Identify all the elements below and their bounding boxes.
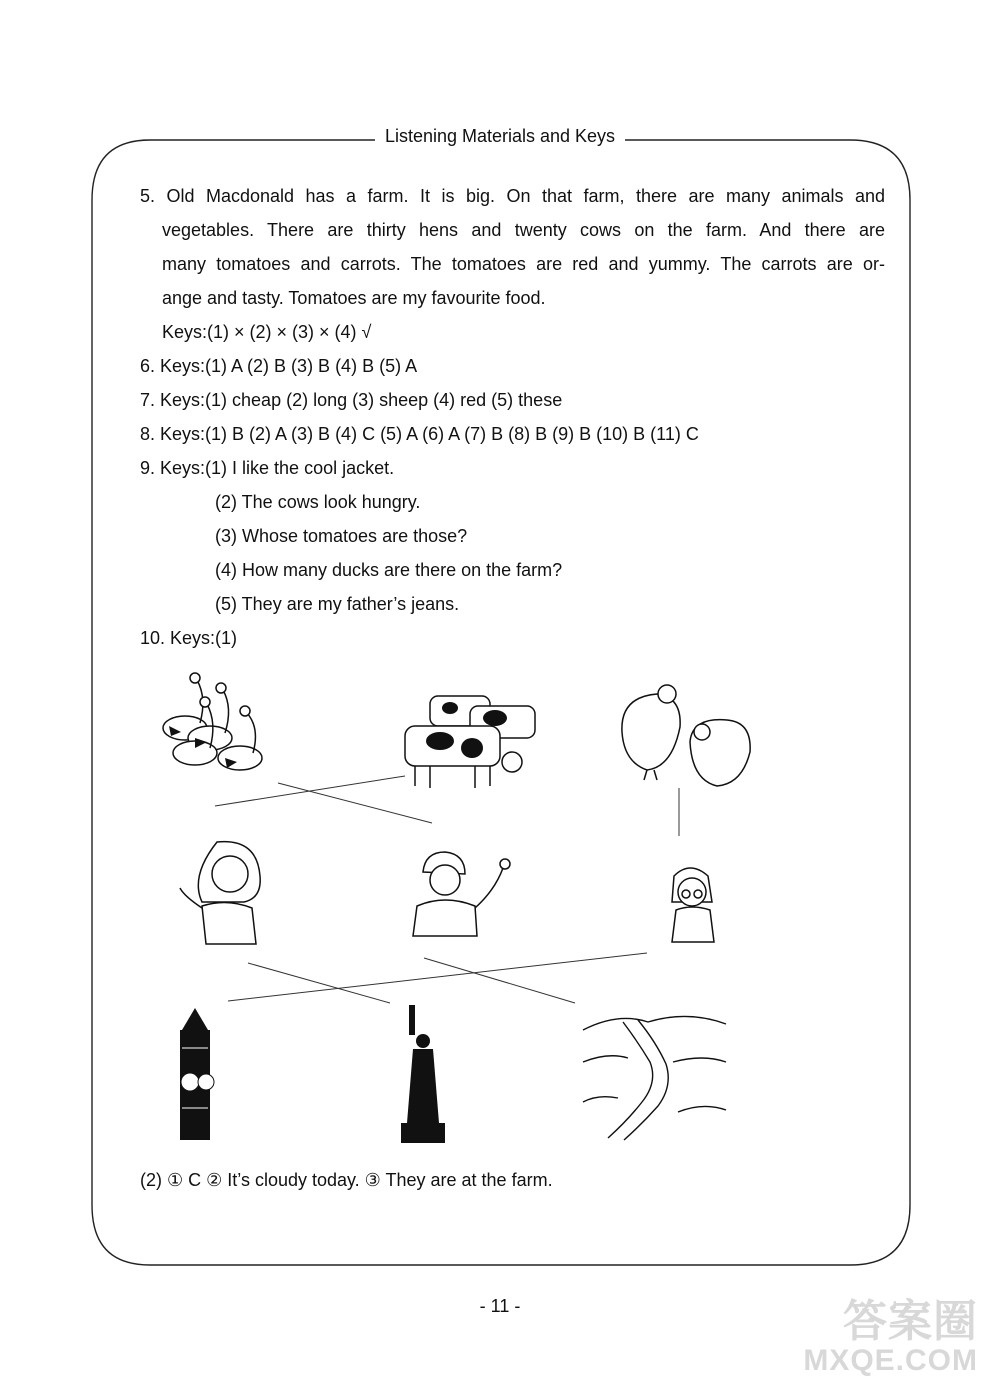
- hens-picture: [612, 682, 757, 792]
- q9-key-item: (5) They are my father’s jeans.: [215, 594, 460, 614]
- geese-picture: [155, 668, 280, 778]
- great-wall-picture: [578, 1002, 730, 1142]
- q10-heading: 10. Keys:(1): [140, 628, 238, 648]
- q8-keys: 8. Keys:(1) B (2) A (3) B (4) C (5) A (6) A (7) B (8) B (9) B (10) B (11) C: [140, 424, 699, 444]
- q5-line3: many tomatoes and carrots. The tomatoes are red and yummy. The carrots are or-: [162, 254, 885, 274]
- watermark-logo: 答案圈: [843, 1297, 978, 1346]
- q7-keys: 7. Keys:(1) cheap (2) long (3) sheep (4) red (5) these: [140, 390, 563, 410]
- q9-key-item: (2) The cows look hungry.: [215, 492, 421, 512]
- big-ben-picture: [162, 1008, 228, 1140]
- cows-picture: [400, 686, 545, 796]
- q9-key-item: (4) How many ducks are there on the farm?: [215, 560, 563, 580]
- q9-key-item: (3) Whose tomatoes are those?: [215, 526, 468, 546]
- q5-line1: 5. Old Macdonald has a farm. It is big. On that farm, there are many animals and: [140, 186, 885, 206]
- page-number: - 11 -: [479, 1296, 521, 1316]
- q5-line4: ange and tasty. Tomatoes are my favourite food.: [162, 288, 546, 308]
- boy-picture: [405, 850, 515, 940]
- girl-with-glasses-picture: [660, 858, 725, 946]
- q10-part2: (2) ① C ② It’s cloudy today. ③ They are at the farm.: [140, 1170, 553, 1190]
- q6-keys: 6. Keys:(1) A (2) B (3) B (4) B (5) A: [140, 356, 418, 376]
- watermark-site: MXQE.COM: [803, 1344, 978, 1377]
- q5-keys: Keys:(1) × (2) × (3) × (4) √: [162, 322, 372, 342]
- watermark: [803, 1297, 978, 1378]
- q9-keys-first: 9. Keys:(1) I like the cool jacket.: [140, 458, 395, 478]
- girl-picture: [172, 836, 272, 948]
- q5-line2: vegetables. There are thirty hens and twenty cows on the farm. And there are: [162, 220, 885, 240]
- header-title: Listening Materials and Keys: [0, 126, 1000, 147]
- statue-of-liberty-picture: [395, 1005, 453, 1143]
